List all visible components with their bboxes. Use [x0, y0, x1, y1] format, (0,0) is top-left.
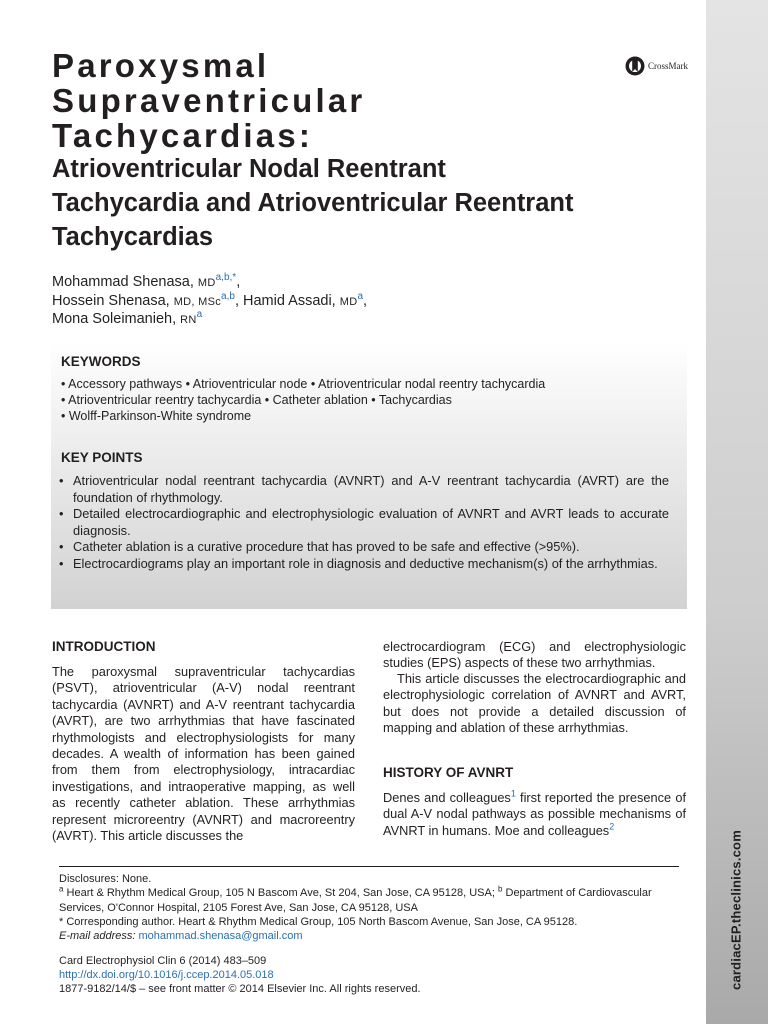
history-paragraph: [383, 790, 686, 839]
introduction-heading: INTRODUCTION: [52, 639, 156, 654]
introduction-paragraph-2: This article discusses the electrocardiographic and electrophysiologic correlation of AVNRT and AVRT, but does not provide a detailed discussion of mapping and ablation of these arrhythmias.: [383, 671, 686, 736]
journal-citation: Card Electrophysiol Clin 6 (2014) 483–509: [59, 955, 267, 967]
author-affiliation[interactable]: a: [357, 290, 364, 302]
reference-link[interactable]: 1: [510, 788, 516, 799]
email-label: E-mail address:: [59, 930, 136, 942]
doi-link[interactable]: http://dx.doi.org/10.1016/j.ccep.2014.05.018: [59, 969, 274, 981]
affiliation-text: Department of Cardiovascular Services, O'Connor Hospital, 2105 Forest Ave, San Jose, CA 95128, USA: [59, 887, 652, 914]
affiliation-text: Heart & Rhythm Medical Group, 105 N Bascom Ave, St 204, San Jose, CA 95128, USA;: [63, 887, 495, 899]
introduction-paragraph: The paroxysmal supraventricular tachycardias (PSVT), atrioventricular (A-V) nodal reentrant tachycardia (AVNRT) and A-V reentrant tachycardia (AVRT), are two arrhythmias that have fascinated rhythmologists and electrophysiologists for many decades. A wealth of information has been gained from them from electrophysiology, intracardiac investigations, and intraoperative mapping, as well as recently catheter ablation. These arrhythmias represent microreentry (AVNRT) and macroreentry (AVRT). This article discusses the: [52, 664, 355, 844]
crossmark-label: CrossMark: [648, 61, 688, 71]
author-line: [52, 311, 672, 330]
author-name: Hossein Shenasa,: [52, 292, 170, 309]
key-point-text: Electrocardiograms play an important role in diagnosis and deductive mechanism(s) of the arrhythmias.: [73, 555, 658, 571]
subtitle-line: Tachycardia and Atrioventricular Reentrant: [52, 189, 574, 217]
author-separator: ,: [234, 292, 239, 309]
history-heading: HISTORY OF AVNRT: [383, 765, 514, 780]
author-separator: ,: [236, 274, 241, 290]
journal-site-label: cardiacEP.theclinics.com: [728, 830, 744, 990]
affiliation-mark: b: [497, 884, 503, 894]
history-text: first reported the presence of dual A-V nodal pathways as possible mechanisms of AVNRT in humans. Moe and colleagues: [383, 790, 686, 838]
key-point-text: Detailed electrocardiographic and electrophysiologic evaluation of AVNRT and AVRT leads to accurate diagnosis.: [73, 506, 669, 538]
author-name: Mohammad Shenasa,: [52, 274, 194, 290]
keywords-line: • Wolff-Parkinson-White syndrome: [61, 409, 252, 423]
crossmark-badge[interactable]: [625, 56, 688, 76]
author-degree: MD: [339, 295, 358, 308]
key-point-text: Catheter ablation is a curative procedure that has proved to be safe and effective (>95%).: [73, 539, 580, 554]
article-subtitle: [52, 152, 692, 254]
author-line: [52, 290, 672, 312]
author-degree: MD: [197, 277, 216, 289]
affiliations-note: [59, 886, 684, 915]
title-line: Paroxysmal: [52, 47, 270, 84]
subtitle-line: Atrioventricular Nodal Reentrant: [52, 155, 446, 183]
article-title: [52, 48, 572, 153]
author-list: [52, 274, 672, 330]
key-point-item: • Electrocardiograms play an important role in diagnosis and deductive mechanism(s) of the arrhythmias.: [59, 555, 658, 571]
author-name: Hamid Assadi,: [243, 292, 336, 309]
key-points-heading: KEY POINTS: [61, 450, 143, 465]
keywords-line: • Accessory pathways • Atrioventricular node • Atrioventricular nodal reentry tachycardia: [61, 377, 546, 391]
keywords-heading: KEYWORDS: [61, 354, 141, 369]
crossmark-icon: [625, 56, 645, 76]
footnote-rule: [59, 866, 679, 867]
key-points-list: [59, 473, 669, 572]
affiliation-mark: a: [59, 884, 64, 894]
reference-link[interactable]: 2: [609, 821, 615, 832]
subtitle-line: Tachycardias: [52, 223, 214, 251]
author-affiliation[interactable]: a: [196, 309, 203, 321]
key-point-item: • Detailed electrocardiographic and electrophysiologic evaluation of AVNRT and AVRT leads to accurate diagnosis.: [59, 506, 669, 538]
key-point-item: • Atrioventricular nodal reentrant tachycardia (AVNRT) and A-V reentrant tachycardia (AVRT) are the foundation of rhythmology.: [59, 473, 669, 505]
key-point-text: Atrioventricular nodal reentrant tachycardia (AVNRT) and A-V reentrant tachycardia (AVRT) are the foundation of rhythmology.: [73, 473, 669, 505]
author-name: Mona Soleimanieh,: [52, 311, 177, 327]
corresponding-author-note: * Corresponding author. Heart & Rhythm Medical Group, 105 North Bascom Avenue, San Jose, CA 95128.: [59, 916, 578, 928]
email-note: [59, 929, 684, 944]
copyright-note: 1877-9182/14/$ – see front matter © 2014 Elsevier Inc. All rights reserved.: [59, 983, 421, 995]
disclosures-note: Disclosures: None.: [59, 873, 152, 885]
author-separator: ,: [363, 292, 368, 309]
keywords-line: • Atrioventricular reentry tachycardia • Catheter ablation • Tachycardias: [61, 393, 452, 407]
author-affiliation[interactable]: a,b,*: [215, 272, 237, 284]
title-line: Supraventricular: [52, 82, 366, 119]
title-line: Tachycardias:: [52, 117, 314, 154]
key-point-item: • Catheter ablation is a curative procedure that has proved to be safe and effective (>95%).: [59, 539, 580, 554]
introduction-paragraph-continued: electrocardiogram (ECG) and electrophysiologic studies (EPS) aspects of these two arrhythmias.: [383, 639, 686, 671]
author-affiliation[interactable]: a,b: [221, 290, 235, 302]
author-degree: MD, MSc: [173, 295, 222, 308]
author-degree: RN: [180, 314, 197, 326]
email-link[interactable]: mohammad.shenasa@gmail.com: [138, 930, 303, 942]
history-text: Denes and colleagues: [383, 790, 511, 805]
